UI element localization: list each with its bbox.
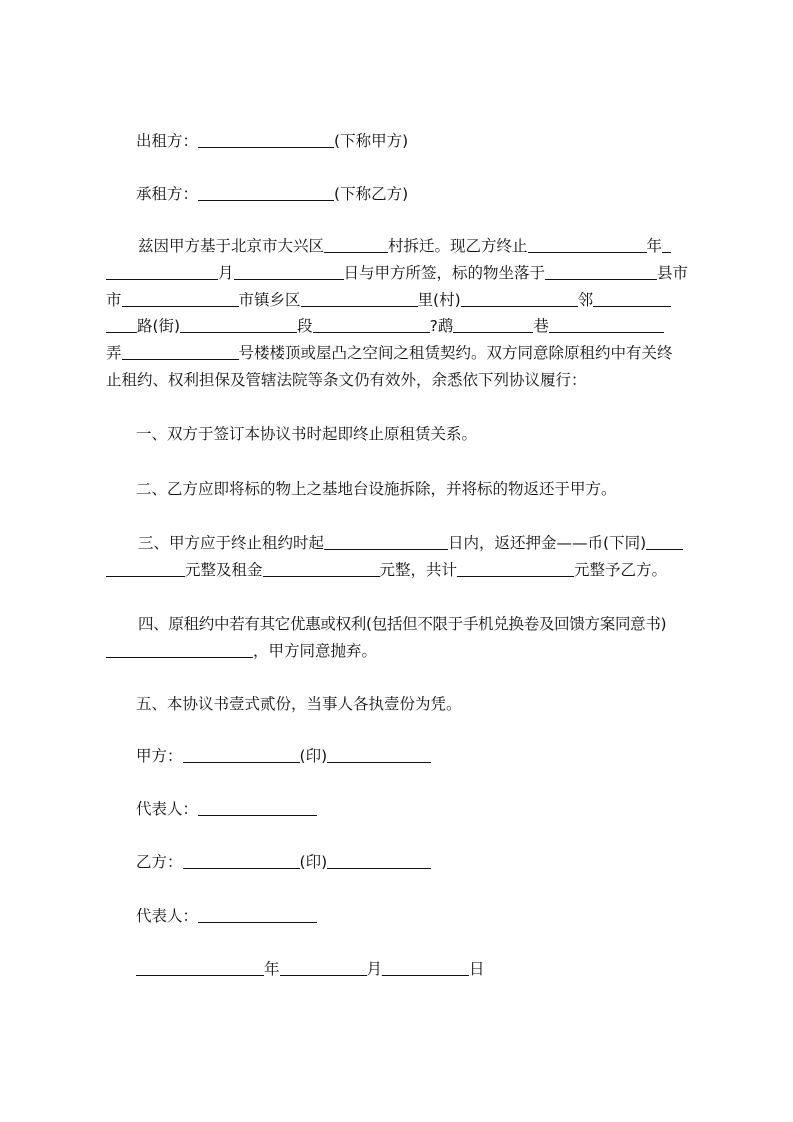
intro-text: 弄 xyxy=(106,344,122,362)
day-blank[interactable] xyxy=(234,263,344,280)
clause-5 xyxy=(136,694,462,714)
intro-text: 巷 xyxy=(533,317,549,335)
clause-3-text: 元整及租金 xyxy=(185,561,263,579)
county-blank[interactable] xyxy=(545,263,657,280)
clause-2 xyxy=(136,479,617,499)
clause-3-text: 日内，返还押金——币(下同) xyxy=(448,534,647,552)
clause-3-text: 元整予乙方。 xyxy=(574,561,668,579)
party-a-rep-line xyxy=(136,799,317,819)
intro-text: 号楼楼顶或屋凸之空间之租赁契约。双方同意除原租约中有关终 xyxy=(238,344,673,362)
day-label: 日 xyxy=(469,960,485,978)
blank[interactable] xyxy=(122,343,239,360)
rep-label: 代表人： xyxy=(136,907,199,925)
intro-text: 月 xyxy=(218,264,234,282)
date-year-blank[interactable] xyxy=(136,959,264,976)
party-b-blank[interactable] xyxy=(183,852,300,869)
party-a-label: 甲方： xyxy=(136,747,183,765)
intro-text: 邻 xyxy=(577,291,594,309)
blank[interactable] xyxy=(662,236,671,253)
deposit-blank[interactable] xyxy=(106,560,185,577)
lessee-line xyxy=(136,184,408,204)
month-label: 月 xyxy=(366,960,383,978)
lessor-suffix: (下称甲方) xyxy=(334,132,409,150)
lessor-line xyxy=(136,131,408,151)
intro-text: 段 xyxy=(297,317,313,335)
rent-blank[interactable] xyxy=(263,560,380,577)
clause-3-text: 三、甲方应于终止租约时起 xyxy=(138,534,325,552)
rep-label: 代表人： xyxy=(136,800,199,818)
year-label: 年 xyxy=(264,960,280,978)
intro-line-3 xyxy=(106,290,671,310)
clause-4-line-1 xyxy=(138,614,666,634)
seal-label: (印) xyxy=(299,747,328,765)
blank[interactable] xyxy=(549,316,664,333)
intro-text: 市镇乡区 xyxy=(238,291,301,309)
clause-3-text: 元整，共计 xyxy=(379,561,458,579)
district-blank[interactable] xyxy=(324,236,388,253)
intro-text: 市 xyxy=(106,291,122,309)
intro-text: 止租约、权利担保及管辖法院等条文仍有效外，余悉依下列协议履行： xyxy=(106,371,587,389)
date-line xyxy=(136,959,485,979)
clause-1 xyxy=(136,424,477,444)
party-b-rep-blank[interactable] xyxy=(198,906,317,923)
party-b-seal-blank[interactable] xyxy=(327,852,431,869)
blank[interactable] xyxy=(453,316,533,333)
blank[interactable] xyxy=(461,290,578,307)
days-blank[interactable] xyxy=(324,533,448,550)
date-day-blank[interactable] xyxy=(382,959,469,976)
intro-line-1 xyxy=(138,236,671,256)
date-month-blank[interactable] xyxy=(280,959,367,976)
clause-4-line-2 xyxy=(106,641,377,661)
clause-3-line-1 xyxy=(138,533,683,553)
clause-2-text: 二、乙方应即将标的物上之基地台设施拆除，并将标的物返还于甲方。 xyxy=(136,480,617,498)
total-blank[interactable] xyxy=(457,560,574,577)
lessee-suffix: (下称乙方) xyxy=(334,185,409,203)
party-a-seal-blank[interactable] xyxy=(327,746,431,763)
intro-line-4 xyxy=(106,316,664,336)
party-a-line xyxy=(136,746,431,766)
lessee-label: 承租方： xyxy=(136,185,199,203)
clause-5-text: 五、本协议书壹式贰份，当事人各执壹份为凭。 xyxy=(136,695,462,713)
year-blank[interactable] xyxy=(528,236,647,253)
rights-blank[interactable] xyxy=(106,641,253,658)
party-b-line xyxy=(136,852,431,872)
seal-label: (印) xyxy=(299,853,328,871)
intro-line-6 xyxy=(106,370,587,390)
blank[interactable] xyxy=(122,290,239,307)
blank[interactable] xyxy=(106,316,137,333)
blank[interactable] xyxy=(301,290,418,307)
intro-text: 里(村) xyxy=(417,291,461,309)
lessor-label: 出租方： xyxy=(136,132,199,150)
blank[interactable] xyxy=(106,263,218,280)
intro-text: 日与甲方所签，标的物坐落于 xyxy=(343,264,546,282)
clause-3-line-2 xyxy=(106,560,667,580)
blank[interactable] xyxy=(313,316,430,333)
party-b-rep-line xyxy=(136,906,317,926)
intro-text: 村拆迁。现乙方终止 xyxy=(388,237,528,255)
intro-line-5 xyxy=(106,343,673,363)
blank[interactable] xyxy=(593,290,671,307)
clause-4-text: ，甲方同意抛弃。 xyxy=(253,642,378,660)
clause-4-text: 四、原租约中若有其它优惠或权利(包括但不限于手机兑换卷及回馈方案同意书) xyxy=(138,615,667,633)
intro-text: 路(街) xyxy=(137,317,181,335)
intro-text: 年 xyxy=(646,237,663,255)
lessee-blank[interactable] xyxy=(198,184,334,201)
clause-1-text: 一、双方于签订本协议书时起即终止原租赁关系。 xyxy=(136,425,478,443)
intro-text: ?鹉 xyxy=(429,317,454,335)
intro-text: 兹因甲方基于北京市大兴区 xyxy=(138,237,325,255)
blank[interactable] xyxy=(646,533,683,550)
party-a-blank[interactable] xyxy=(183,746,300,763)
party-b-label: 乙方： xyxy=(136,853,183,871)
intro-line-2 xyxy=(106,263,689,283)
lessor-blank[interactable] xyxy=(198,131,334,148)
intro-text: 县市 xyxy=(657,264,689,282)
blank[interactable] xyxy=(180,316,297,333)
party-a-rep-blank[interactable] xyxy=(198,799,317,816)
